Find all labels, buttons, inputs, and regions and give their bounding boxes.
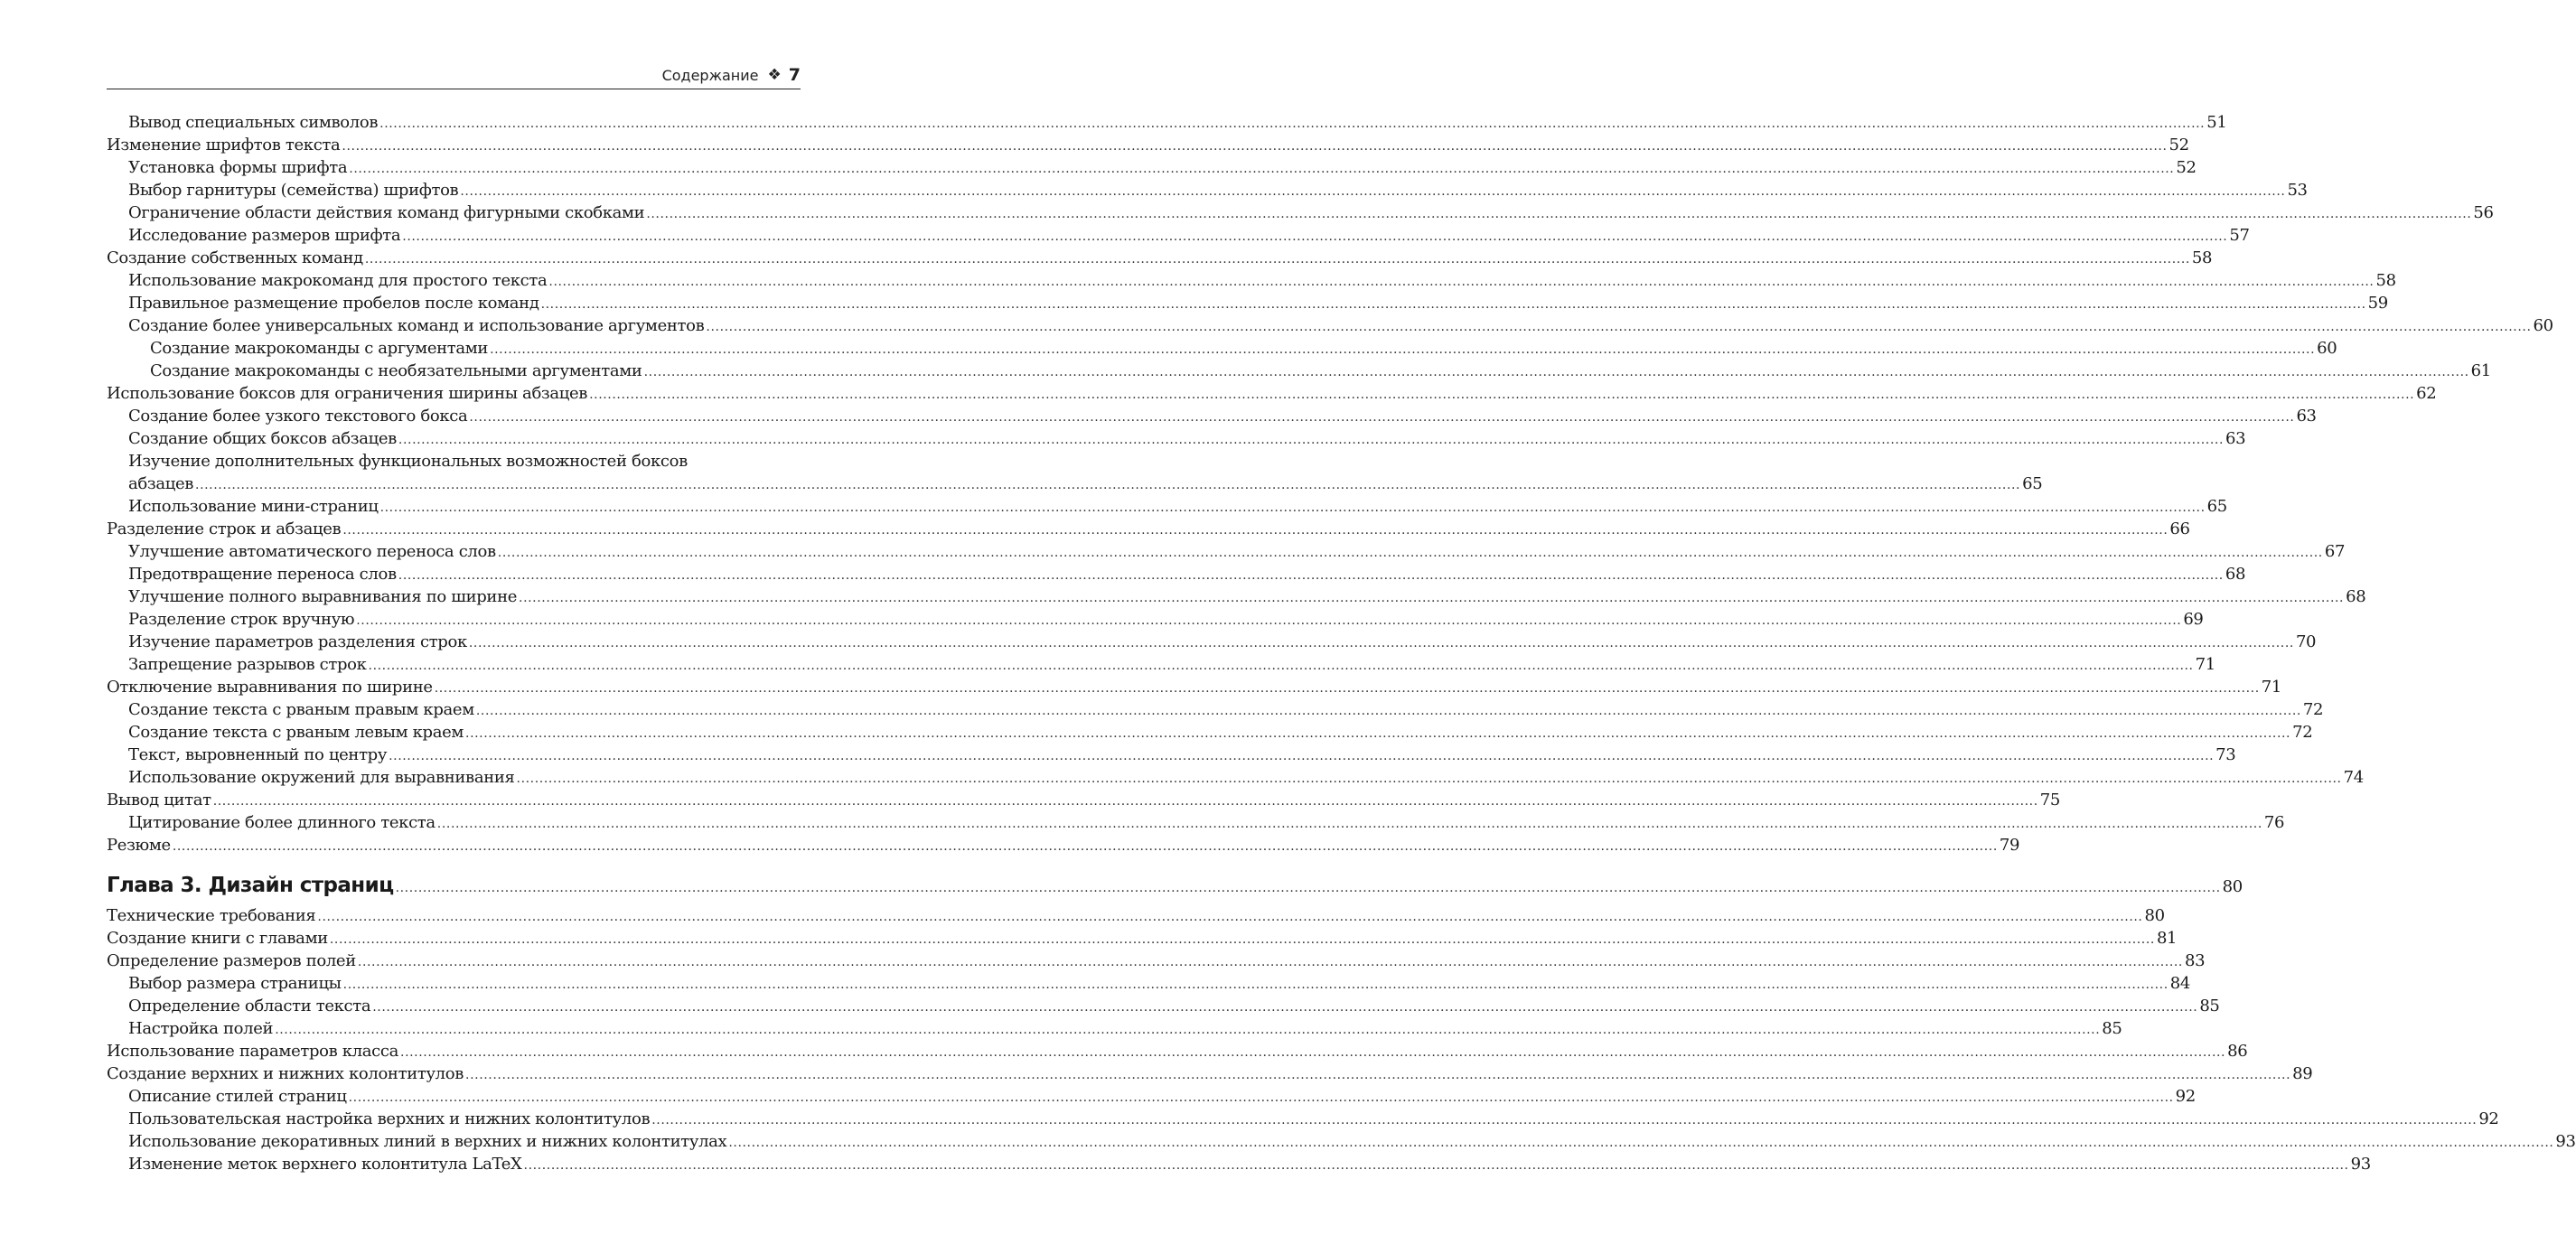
toc-entry-page: 52 [2176,158,2197,177]
toc-entry-title: Использование декоративных линий в верхних и нижних колонтитулах [128,1132,727,1151]
toc-entry-title: Цитирование более длинного текста [128,813,436,832]
toc-entry-page: 76 [2263,813,2285,832]
toc-leader-dots: ................................................................................................................................................................................................................................................................................................................................................................................................................ [389,749,2215,763]
toc-entry [107,811,2285,834]
toc-entry-title: Разделение строк и абзацев [107,519,342,538]
toc-entry-title: Создание более универсальных команд и использование аргументов [128,316,705,335]
toc-entry-page: 74 [2343,768,2364,787]
toc-leader-dots: ................................................................................................................................................................................................................................................................................................................................................................................................................ [643,365,2469,379]
toc-entry-title: Выбор гарнитуры (семейства) шрифтов [128,181,459,200]
toc-entry [107,950,2206,972]
toc-entry [107,698,2324,721]
toc-entry-page: 84 [2169,974,2190,993]
toc-entry [107,721,2313,744]
toc-leader-dots: ................................................................................................................................................................................................................................................................................................................................................................................................................ [342,139,2168,154]
toc-entry-title: Запрещение разрывов строк [128,655,367,674]
toc-leader-dots: ................................................................................................................................................................................................................................................................................................................................................................................................................ [364,252,2190,267]
toc-leader-dots: ................................................................................................................................................................................................................................................................................................................................................................................................................ [465,726,2291,741]
toc-entry-page: 65 [2022,474,2043,493]
toc-entry-title: Создание верхних и нижних колонтитулов [107,1064,464,1083]
running-header-title: Содержание [661,66,759,84]
toc-entry [107,540,2346,563]
toc-leader-dots: ................................................................................................................................................................................................................................................................................................................................................................................................................ [395,881,2221,895]
toc-leader-dots: ................................................................................................................................................................................................................................................................................................................................................................................................................ [646,207,2472,221]
toc-entry-title: Текст, выровненный по центру [128,745,388,764]
toc-entry [107,382,2437,405]
toc-entry [107,676,2281,698]
toc-leader-dots: ................................................................................................................................................................................................................................................................................................................................................................................................................ [349,162,2175,176]
toc-entry-page: 69 [2183,610,2204,629]
toc-entry-title: Глава 3. Дизайн страниц [107,874,394,897]
toc-leader-dots: ................................................................................................................................................................................................................................................................................................................................................................................................................ [172,839,1998,854]
toc-entry-title: Определение области текста [128,997,371,1015]
toc-entry-title: Вывод цитат [107,791,211,809]
toc-entry [107,834,2020,856]
toc-entry-page: 58 [2375,271,2396,290]
toc-entry-page: 53 [2287,181,2308,200]
toc-entry [107,1062,2313,1085]
toc-leader-dots: ................................................................................................................................................................................................................................................................................................................................................................................................................ [651,1113,2478,1128]
toc-entry-title: Вывод специальных символов [128,113,379,132]
toc-entry [107,927,2178,950]
toc-entry [107,789,2060,811]
toc-entry-title: Создание более узкого текстового бокса [128,407,468,426]
toc-leader-dots: ................................................................................................................................................................................................................................................................................................................................................................................................................ [372,1000,2198,1015]
toc-leader-dots: ................................................................................................................................................................................................................................................................................................................................................................................................................ [398,568,2224,583]
toc-entry-page: 80 [2144,906,2165,925]
toc-entry [107,1130,2576,1153]
toc-entry-title: Создание макрокоманды с аргументами [150,339,489,358]
toc-entry [107,563,2246,585]
toc-leader-dots: ................................................................................................................................................................................................................................................................................................................................................................................................................ [469,410,2295,425]
toc-entry-title: Настройка полей [128,1019,274,1038]
toc-entry-title: Улучшение полного выравнивания по ширине [128,587,518,606]
toc-entry-title: Использование мини-страниц [128,497,379,516]
toc-entry-page: 73 [2215,745,2236,764]
toc-entry-title: Пользовательская настройка верхних и нижних колонтитулов [128,1109,651,1128]
toc-leader-dots: ................................................................................................................................................................................................................................................................................................................................................................................................................ [465,1068,2291,1082]
toc-entry-title: Ограничение области действия команд фигурными скобками [128,203,645,222]
toc-entry-title: Предотвращение переноса слов [128,565,397,584]
toc-leader-dots: ................................................................................................................................................................................................................................................................................................................................................................................................................ [398,433,2224,447]
toc-entry-page: 61 [2470,361,2491,380]
toc-leader-dots: ................................................................................................................................................................................................................................................................................................................................................................................................................ [368,659,2194,673]
toc-entry-page: 83 [2184,951,2206,970]
toc-entry [107,473,2043,495]
toc-entry-page: 86 [2227,1042,2248,1061]
toc-entry-title: Отключение выравнивания по ширине [107,678,433,697]
toc-entry-title: Изучение параметров разделения строк [128,632,467,651]
toc-entry-page: 51 [2206,113,2227,132]
running-header [107,63,801,87]
toc-entry [107,314,2553,337]
toc-leader-dots: ................................................................................................................................................................................................................................................................................................................................................................................................................ [519,591,2345,605]
toc-entry [107,201,2494,224]
toc-leader-dots: ................................................................................................................................................................................................................................................................................................................................................................................................................ [329,932,2155,947]
toc-entry-title: Изменение шрифтов текста [107,136,341,154]
toc-entry [107,766,2364,789]
toc-entry-page: 63 [2296,407,2317,426]
toc-leader-dots: ................................................................................................................................................................................................................................................................................................................................................................................................................ [523,1158,2349,1173]
toc-entry-title: Создание общих боксов абзацев [128,429,397,448]
toc-entry-page: 67 [2324,542,2346,561]
toc-entry-title: Технические требования [107,906,316,925]
toc-leader-dots: ................................................................................................................................................................................................................................................................................................................................................................................................................ [342,523,2169,538]
toc-entry-title: Определение размеров полей [107,951,356,970]
toc-leader-dots: ................................................................................................................................................................................................................................................................................................................................................................................................................ [379,501,2206,515]
toc-entry-page: 81 [2156,929,2178,948]
toc-entry-title: Описание стилей страниц [128,1087,347,1106]
toc-leader-dots: ................................................................................................................................................................................................................................................................................................................................................................................................................ [490,342,2316,357]
toc-entry-page: 68 [2346,587,2366,606]
toc-leader-dots: ................................................................................................................................................................................................................................................................................................................................................................................................................ [468,636,2294,650]
toc-entry-page: 68 [2225,565,2246,584]
toc-entry [107,156,2197,179]
toc-entry [107,631,2317,653]
toc-entry-title-line1: Изучение дополнительных функциональных возможностей боксов [128,452,688,471]
toc-entry-title: Резюме [107,836,171,855]
toc-entry [107,585,2366,608]
toc-entry [107,518,2190,540]
toc-entry-page: 63 [2225,429,2246,448]
toc-entry-page: 79 [1999,836,2020,855]
toc-entry-page: 80 [2222,877,2243,896]
toc-entry-page: 85 [2199,997,2220,1015]
toc-leader-dots: ................................................................................................................................................................................................................................................................................................................................................................................................................ [436,817,2262,831]
toc-entry-page: 92 [2175,1087,2196,1106]
toc-entry-title: Использование боксов для ограничения ширины абзацев [107,384,588,403]
toc-entry-page: 92 [2478,1109,2499,1128]
toc-leader-dots: ................................................................................................................................................................................................................................................................................................................................................................................................................ [589,388,2415,402]
toc-entry-page: 72 [2292,723,2313,742]
toc-leader-dots: ................................................................................................................................................................................................................................................................................................................................................................................................................ [342,978,2169,992]
toc-entry [107,224,2250,247]
toc-leader-dots: ................................................................................................................................................................................................................................................................................................................................................................................................................ [728,1136,2554,1150]
toc-entry-title: Установка формы шрифта [128,158,348,177]
toc-entry-title: Создание собственных команд [107,248,363,267]
toc-entry [107,608,2204,631]
toc-entry-title: Исследование размеров шрифта [128,226,401,245]
toc-entry [107,134,2189,156]
table-of-contents [107,111,2576,1175]
toc-leader-dots: ................................................................................................................................................................................................................................................................................................................................................................................................................ [460,184,2286,199]
toc-leader-dots: ................................................................................................................................................................................................................................................................................................................................................................................................................ [516,772,2342,786]
toc-entry-page: 60 [2317,339,2337,358]
toc-leader-dots: ................................................................................................................................................................................................................................................................................................................................................................................................................ [706,320,2532,334]
toc-leader-dots: ................................................................................................................................................................................................................................................................................................................................................................................................................ [212,794,2038,809]
toc-entry [107,337,2337,360]
toc-entry [107,247,2213,269]
toc-entry [107,360,2491,382]
toc-entry-page: 71 [2195,655,2215,674]
page-number: 7 [788,65,801,85]
toc-leader-dots: ................................................................................................................................................................................................................................................................................................................................................................................................................ [475,704,2301,718]
toc-leader-dots: ................................................................................................................................................................................................................................................................................................................................................................................................................ [317,910,2143,924]
toc-entry-page: 75 [2039,791,2060,809]
toc-entry-title: Разделение строк вручную [128,610,355,629]
toc-entry-title: Использование параметров класса [107,1042,399,1061]
toc-entry-page: 71 [2261,678,2281,697]
toc-entry-page: 56 [2473,203,2494,222]
toc-entry-page: 59 [2367,294,2388,313]
toc-entry-title: Выбор размера страницы [128,974,342,993]
ornament-icon: ❖ [767,66,782,84]
toc-entry-title: Создание текста с рваным левым краем [128,723,464,742]
toc-entry-page: 70 [2295,632,2317,651]
toc-leader-dots: ................................................................................................................................................................................................................................................................................................................................................................................................................ [400,1045,2226,1060]
toc-leader-dots: ................................................................................................................................................................................................................................................................................................................................................................................................................ [195,478,2021,492]
toc-entry-page: 65 [2206,497,2227,516]
toc-entry [107,653,2215,676]
toc-entry [107,1085,2196,1108]
toc-entry-page: 60 [2533,316,2553,335]
toc-entry-page: 72 [2302,700,2324,719]
toc-leader-dots: ................................................................................................................................................................................................................................................................................................................................................................................................................ [434,681,2260,696]
toc-entry [107,111,2227,134]
toc-entry-page: 93 [2350,1155,2371,1174]
toc-entry [107,269,2396,292]
toc-entry [107,495,2227,518]
toc-leader-dots: ................................................................................................................................................................................................................................................................................................................................................................................................................ [540,297,2366,312]
toc-entry-page: 89 [2292,1064,2313,1083]
toc-entry [107,995,2220,1017]
toc-leader-dots: ................................................................................................................................................................................................................................................................................................................................................................................................................ [379,117,2206,131]
toc-entry-page: 66 [2169,519,2190,538]
toc-leader-dots: ................................................................................................................................................................................................................................................................................................................................................................................................................ [497,546,2323,560]
toc-entry [107,1108,2499,1130]
toc-leader-dots: ................................................................................................................................................................................................................................................................................................................................................................................................................ [275,1023,2101,1037]
toc-leader-dots: ................................................................................................................................................................................................................................................................................................................................................................................................................ [548,275,2375,289]
toc-leader-dots: ................................................................................................................................................................................................................................................................................................................................................................................................................ [402,229,2228,244]
toc-entry [107,1040,2248,1062]
toc-leader-dots: ................................................................................................................................................................................................................................................................................................................................................................................................................ [356,613,2182,628]
toc-entry-title: Создание текста с рваным правым краем [128,700,474,719]
toc-entry [107,1017,2122,1040]
toc-entry [107,1153,2371,1175]
toc-entry-title: Изменение меток верхнего колонтитула LaTeX [128,1155,522,1174]
toc-leader-dots: ................................................................................................................................................................................................................................................................................................................................................................................................................ [348,1090,2174,1105]
toc-entry-title: Использование окружений для выравнивания [128,768,515,787]
toc-entry [107,292,2388,314]
toc-entry-title: Правильное размещение пробелов после команд [128,294,539,313]
toc-entry [107,744,2236,766]
toc-leader-dots: ................................................................................................................................................................................................................................................................................................................................................................................................................ [357,955,2183,969]
toc-entry-title: Создание макрокоманды с необязательными аргументами [150,361,642,380]
toc-entry-title: Создание книги с главами [107,929,328,948]
toc-entry-title: абзацев [128,474,194,493]
toc-entry-page: 52 [2169,136,2189,154]
toc-entry-title: Использование макрокоманд для простого текста [128,271,548,290]
toc-entry [107,179,2308,201]
toc-entry [107,972,2190,995]
toc-entry-page: 85 [2102,1019,2122,1038]
toc-entry-page: 93 [2555,1132,2576,1151]
toc-entry-page: 62 [2416,384,2437,403]
toc-entry [107,405,2317,427]
toc-entry-page: 58 [2191,248,2213,267]
toc-entry [107,427,2246,450]
toc-entry-page: 57 [2229,226,2250,245]
toc-entry-title: Улучшение автоматического переноса слов [128,542,496,561]
toc-entry [107,904,2165,927]
toc-chapter-entry [107,866,2243,904]
